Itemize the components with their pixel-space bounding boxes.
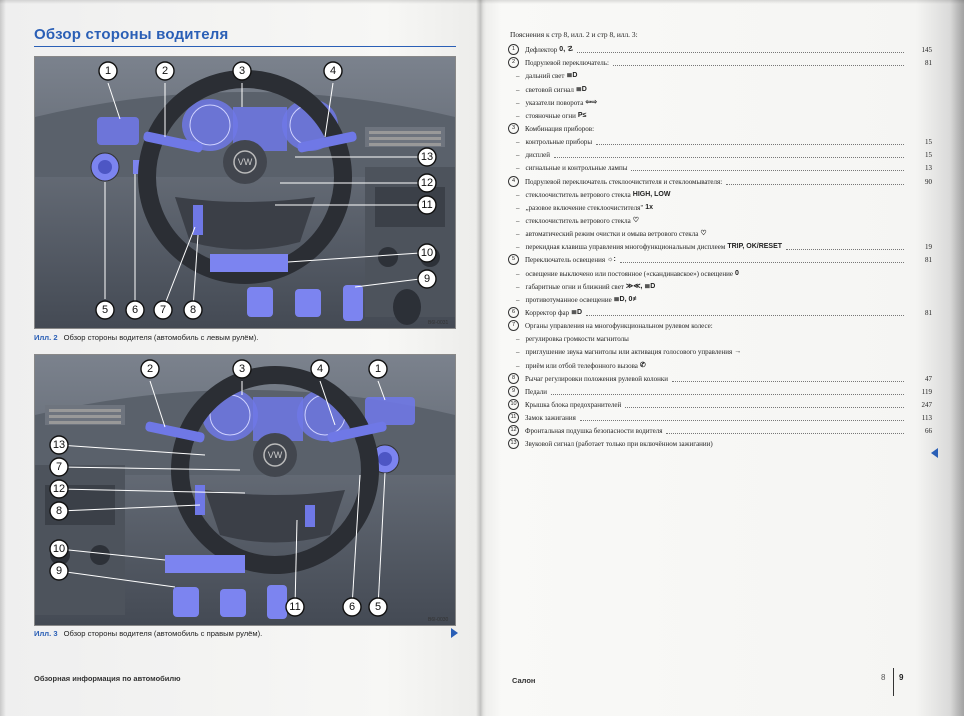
svg-text:6: 6 bbox=[131, 304, 139, 316]
svg-text:4: 4 bbox=[329, 65, 337, 77]
legend-text: Подрулевой переключатель: bbox=[525, 59, 609, 68]
leader-dots bbox=[672, 381, 904, 382]
legend-dash: – bbox=[516, 216, 520, 225]
callout-2 bbox=[141, 360, 159, 378]
callout-11 bbox=[418, 196, 436, 214]
legend-subitem bbox=[508, 213, 932, 226]
fuse-box-cover bbox=[210, 254, 288, 272]
legend-symbol: ✆ bbox=[639, 361, 646, 369]
legend-item bbox=[508, 371, 932, 384]
svg-text:VW: VW bbox=[267, 450, 283, 460]
legend-item bbox=[508, 252, 932, 265]
callout-3 bbox=[233, 62, 251, 80]
legend-symbol: ☼: bbox=[607, 256, 616, 264]
legend-dash: – bbox=[516, 282, 520, 291]
callout-12 bbox=[50, 480, 68, 498]
legend-item bbox=[508, 42, 932, 55]
figure-code: B6I-0031 bbox=[428, 320, 449, 326]
leader-dots bbox=[596, 144, 904, 145]
legend-subitem bbox=[508, 187, 932, 200]
caption-label: Илл. 2 bbox=[34, 333, 58, 342]
legend-page-ref: 15 bbox=[925, 151, 932, 160]
callout-6 bbox=[126, 301, 144, 319]
callout-6 bbox=[343, 598, 361, 616]
page-number-left: 8 bbox=[881, 673, 886, 682]
legend-symbol: 1x bbox=[645, 203, 653, 211]
legend-number: 13 bbox=[508, 438, 519, 449]
legend-subitem bbox=[508, 81, 932, 94]
legend-number: 11 bbox=[508, 412, 519, 423]
callout-13 bbox=[50, 436, 68, 454]
legend-text: Дефлектор bbox=[525, 46, 558, 55]
left-vent bbox=[45, 405, 125, 425]
legend-page-ref: 81 bbox=[925, 59, 932, 68]
callout-13 bbox=[418, 148, 436, 166]
caption-label: Илл. 3 bbox=[34, 629, 58, 638]
legend-text: указатели поворота bbox=[525, 98, 584, 107]
legend-text: приглушение звука магнитолы или активация голосового управления bbox=[525, 348, 733, 357]
legend-dash: – bbox=[516, 72, 520, 81]
legend-text: стеклоочиститель ветрового стекла bbox=[525, 190, 631, 199]
legend-symbol: 0 bbox=[734, 269, 739, 277]
legend-subitem bbox=[508, 226, 932, 239]
legend-page-ref: 81 bbox=[925, 256, 932, 265]
legend-text: световой сигнал bbox=[525, 85, 574, 94]
svg-text:11: 11 bbox=[289, 601, 301, 613]
legend-item bbox=[508, 121, 932, 134]
right-vent bbox=[365, 127, 445, 147]
legend-page-ref: 13 bbox=[925, 164, 932, 173]
callout-4 bbox=[311, 360, 329, 378]
dashboard-illustration-rhd bbox=[35, 355, 455, 625]
legend-number: 12 bbox=[508, 425, 519, 436]
legend-text: Рычаг регулировки положения рулевой колонки bbox=[525, 374, 669, 383]
legend-subitem bbox=[508, 68, 932, 81]
legend-symbol: TRIP, OK/RESET bbox=[727, 243, 783, 251]
figure-left-hand-drive bbox=[34, 56, 456, 329]
callout-4 bbox=[324, 62, 342, 80]
legend-symbol: ⇦⇨ bbox=[585, 98, 598, 106]
leader-dots bbox=[625, 407, 904, 408]
legend-text: контрольные приборы bbox=[525, 138, 593, 147]
legend-page-ref: 66 bbox=[925, 427, 932, 436]
legend-text: регулировка громкости магнитолы bbox=[525, 335, 629, 344]
dashboard-illustration-lhd bbox=[35, 57, 455, 328]
legend-text: Крышка блока предохранителей bbox=[525, 400, 622, 409]
callout-8 bbox=[184, 301, 202, 319]
fuse-box-cover bbox=[165, 555, 245, 573]
legend-dash: – bbox=[516, 190, 520, 199]
legend-subitem bbox=[508, 108, 932, 121]
legend-number: 2 bbox=[508, 57, 519, 68]
svg-text:1: 1 bbox=[374, 363, 382, 375]
scan-shadow-right bbox=[950, 0, 964, 716]
leader-dots bbox=[551, 394, 904, 395]
legend-text: приём или отбой телефонного вызова bbox=[525, 361, 638, 370]
legend-dash: – bbox=[516, 164, 520, 173]
svg-text:9: 9 bbox=[55, 565, 63, 577]
title-rule bbox=[34, 46, 456, 47]
legend-dash: – bbox=[516, 361, 520, 370]
legend-page-ref: 81 bbox=[925, 308, 932, 317]
leader-dots bbox=[580, 420, 904, 421]
legend-text: Корректор фар bbox=[525, 308, 570, 317]
legend-item bbox=[508, 423, 932, 436]
svg-text:13: 13 bbox=[420, 151, 434, 163]
legend-dash: – bbox=[516, 138, 520, 147]
svg-text:4: 4 bbox=[316, 363, 324, 375]
callout-5 bbox=[96, 301, 114, 319]
legend-text: Звуковой сигнал (работает только при включённом зажигании) bbox=[525, 440, 713, 449]
legend-page-ref: 113 bbox=[921, 414, 932, 423]
legend-number: 5 bbox=[508, 254, 519, 265]
callout-12 bbox=[418, 174, 436, 192]
leader-dots bbox=[666, 433, 904, 434]
legend-symbol: ≣D bbox=[575, 85, 587, 93]
legend-text: Педали bbox=[525, 387, 548, 396]
svg-text:10: 10 bbox=[52, 543, 66, 555]
callout-1 bbox=[99, 62, 117, 80]
callout-10 bbox=[50, 540, 68, 558]
legend-page-ref: 15 bbox=[925, 138, 932, 147]
legend-text: дисплей bbox=[525, 151, 551, 160]
svg-text:VW: VW bbox=[237, 157, 253, 167]
legend-item bbox=[508, 410, 932, 423]
svg-text:12: 12 bbox=[52, 483, 66, 495]
legend-intro: Пояснения к стр 8, илл. 2 и стр 8, илл. 3: bbox=[510, 30, 638, 39]
callout-9 bbox=[418, 270, 436, 288]
back-arrow-icon bbox=[931, 448, 938, 458]
svg-text:8: 8 bbox=[189, 304, 197, 316]
caption-text: Обзор стороны водителя (автомобиль с левым рулём). bbox=[63, 333, 259, 342]
caption-text: Обзор стороны водителя (автомобиль с правым рулём). bbox=[63, 629, 263, 638]
legend-text: габаритные огни и ближний свет bbox=[525, 282, 624, 291]
legend-dash: – bbox=[516, 295, 520, 304]
svg-text:8: 8 bbox=[55, 505, 63, 517]
svg-text:2: 2 bbox=[161, 65, 169, 77]
callout-3 bbox=[233, 360, 251, 378]
legend-symbol: P≤ bbox=[577, 111, 587, 119]
legend-subitem bbox=[508, 200, 932, 213]
legend-page-ref: 119 bbox=[921, 387, 932, 396]
callout-8 bbox=[50, 502, 68, 520]
figure-caption bbox=[34, 333, 258, 342]
pedals bbox=[247, 285, 363, 321]
svg-text:9: 9 bbox=[423, 273, 431, 285]
legend-number: 8 bbox=[508, 373, 519, 384]
legend-text: Переключатель освещения bbox=[525, 256, 606, 265]
leader-dots bbox=[620, 262, 904, 263]
legend-page-ref: 145 bbox=[921, 46, 932, 55]
left-footer: Обзорная информация по автомобилю bbox=[34, 674, 181, 683]
legend-text: Комбинация приборов: bbox=[525, 124, 595, 133]
svg-text:3: 3 bbox=[238, 363, 246, 375]
book-gutter bbox=[476, 0, 486, 716]
legend-item bbox=[508, 173, 932, 186]
legend-dash: – bbox=[516, 243, 520, 252]
svg-text:10: 10 bbox=[420, 247, 434, 259]
legend-subitem bbox=[508, 279, 932, 292]
callout-5 bbox=[369, 598, 387, 616]
legend-dash: – bbox=[516, 269, 520, 278]
callout-1 bbox=[369, 360, 387, 378]
legend-subitem bbox=[508, 344, 932, 357]
legend-symbol: ≣D, 0≢ bbox=[613, 295, 640, 303]
legend-item bbox=[508, 55, 932, 68]
left-vent-highlight bbox=[97, 117, 139, 145]
legend-number: 4 bbox=[508, 176, 519, 187]
right-footer: Салон bbox=[512, 676, 536, 685]
legend-subitem bbox=[508, 147, 932, 160]
page-title: Обзор стороны водителя bbox=[34, 26, 229, 43]
svg-text:13: 13 bbox=[52, 439, 66, 451]
legend-symbol: ♡ bbox=[632, 216, 640, 224]
figure-caption bbox=[34, 629, 262, 638]
leader-dots bbox=[786, 249, 904, 250]
leader-dots bbox=[613, 65, 904, 66]
figure-right-hand-drive bbox=[34, 354, 456, 626]
svg-text:5: 5 bbox=[101, 304, 109, 316]
legend-page-ref: 90 bbox=[925, 177, 932, 186]
legend-text: автоматический режим очистки и омыва ветрового стекла bbox=[525, 230, 699, 239]
svg-text:7: 7 bbox=[159, 304, 167, 316]
svg-text:5: 5 bbox=[374, 601, 382, 613]
legend-text: Подрулевой переключатель стеклоочистителя и стеклоомывателя: bbox=[525, 177, 723, 186]
svg-text:12: 12 bbox=[420, 177, 434, 189]
legend-text: освещение выключено или постоянное («скандинавское») освещение bbox=[525, 269, 733, 278]
legend-dash: – bbox=[516, 348, 520, 357]
legend-subitem bbox=[508, 95, 932, 108]
legend-symbol: → bbox=[734, 348, 742, 356]
pedals bbox=[173, 585, 287, 619]
legend-subitem bbox=[508, 265, 932, 278]
callout-7 bbox=[154, 301, 172, 319]
legend-number: 1 bbox=[508, 44, 519, 55]
legend-symbol: ≫≪, ≣D bbox=[625, 282, 656, 290]
legend-text: дальний свет bbox=[525, 72, 565, 81]
legend-subitem bbox=[508, 134, 932, 147]
legend-list bbox=[508, 42, 932, 449]
svg-text:1: 1 bbox=[104, 65, 112, 77]
legend-symbol: ♡ bbox=[700, 230, 707, 238]
leader-dots bbox=[726, 184, 904, 185]
leader-dots bbox=[554, 157, 904, 158]
legend-subitem bbox=[508, 239, 932, 252]
leader-dots bbox=[586, 315, 904, 316]
legend-text: Фронтальная подушка безопасности водителя bbox=[525, 427, 663, 436]
legend-dash: – bbox=[516, 335, 520, 344]
legend-dash: – bbox=[516, 98, 520, 107]
legend-text: Органы управления на многофункциональном рулевом колесе: bbox=[525, 322, 713, 331]
legend-item bbox=[508, 384, 932, 397]
legend-dash: – bbox=[516, 85, 520, 94]
legend-item bbox=[508, 397, 932, 410]
legend-number: 10 bbox=[508, 399, 519, 410]
legend-page-ref: 19 bbox=[925, 243, 932, 252]
callout-7 bbox=[50, 458, 68, 476]
legend-dash: – bbox=[516, 111, 520, 120]
callout-10 bbox=[418, 244, 436, 262]
legend-dash: – bbox=[516, 151, 520, 160]
page-number-divider bbox=[893, 668, 894, 696]
legend-text: противотуманное освещение bbox=[525, 295, 612, 304]
legend-item bbox=[508, 436, 932, 449]
legend-text: стояночные огни bbox=[525, 111, 576, 120]
legend-text: сигнальные и контрольные лампы bbox=[525, 164, 628, 173]
svg-text:2: 2 bbox=[146, 363, 154, 375]
legend-text: перекидная клавиша управления многофункциональным дисплеем bbox=[525, 243, 726, 252]
legend-symbol: 0, ☡ bbox=[559, 46, 574, 54]
legend-subitem bbox=[508, 357, 932, 370]
figure-code: B6I-0030 bbox=[428, 617, 449, 623]
legend-number: 9 bbox=[508, 386, 519, 397]
legend-dash: – bbox=[516, 203, 520, 212]
legend-number: 7 bbox=[508, 320, 519, 331]
legend-page-ref: 247 bbox=[921, 400, 932, 409]
svg-text:11: 11 bbox=[421, 199, 433, 211]
svg-text:6: 6 bbox=[348, 601, 356, 613]
continue-arrow-icon bbox=[451, 628, 458, 638]
leader-dots bbox=[631, 170, 904, 171]
svg-text:3: 3 bbox=[238, 65, 246, 77]
leader-dots bbox=[577, 52, 904, 53]
legend-item bbox=[508, 305, 932, 318]
legend-item bbox=[508, 318, 932, 331]
legend-subitem bbox=[508, 331, 932, 344]
legend-number: 6 bbox=[508, 307, 519, 318]
page-number-right: 9 bbox=[899, 673, 904, 682]
svg-text:7: 7 bbox=[55, 461, 63, 473]
legend-subitem bbox=[508, 292, 932, 305]
legend-dash: – bbox=[516, 230, 520, 239]
legend-text: „разовое включение стеклоочистителя" bbox=[525, 203, 644, 212]
legend-text: стеклоочиститель ветрового стекла bbox=[525, 216, 631, 225]
legend-page-ref: 47 bbox=[925, 374, 932, 383]
callout-2 bbox=[156, 62, 174, 80]
legend-symbol: ≣D bbox=[571, 308, 583, 316]
legend-symbol: HIGH, LOW bbox=[632, 190, 671, 198]
legend-text: Замок зажигания bbox=[525, 414, 576, 423]
legend-symbol: ≣D bbox=[566, 72, 578, 80]
callout-11 bbox=[286, 598, 304, 616]
legend-number: 3 bbox=[508, 123, 519, 134]
legend-subitem bbox=[508, 160, 932, 173]
callout-9 bbox=[50, 562, 68, 580]
